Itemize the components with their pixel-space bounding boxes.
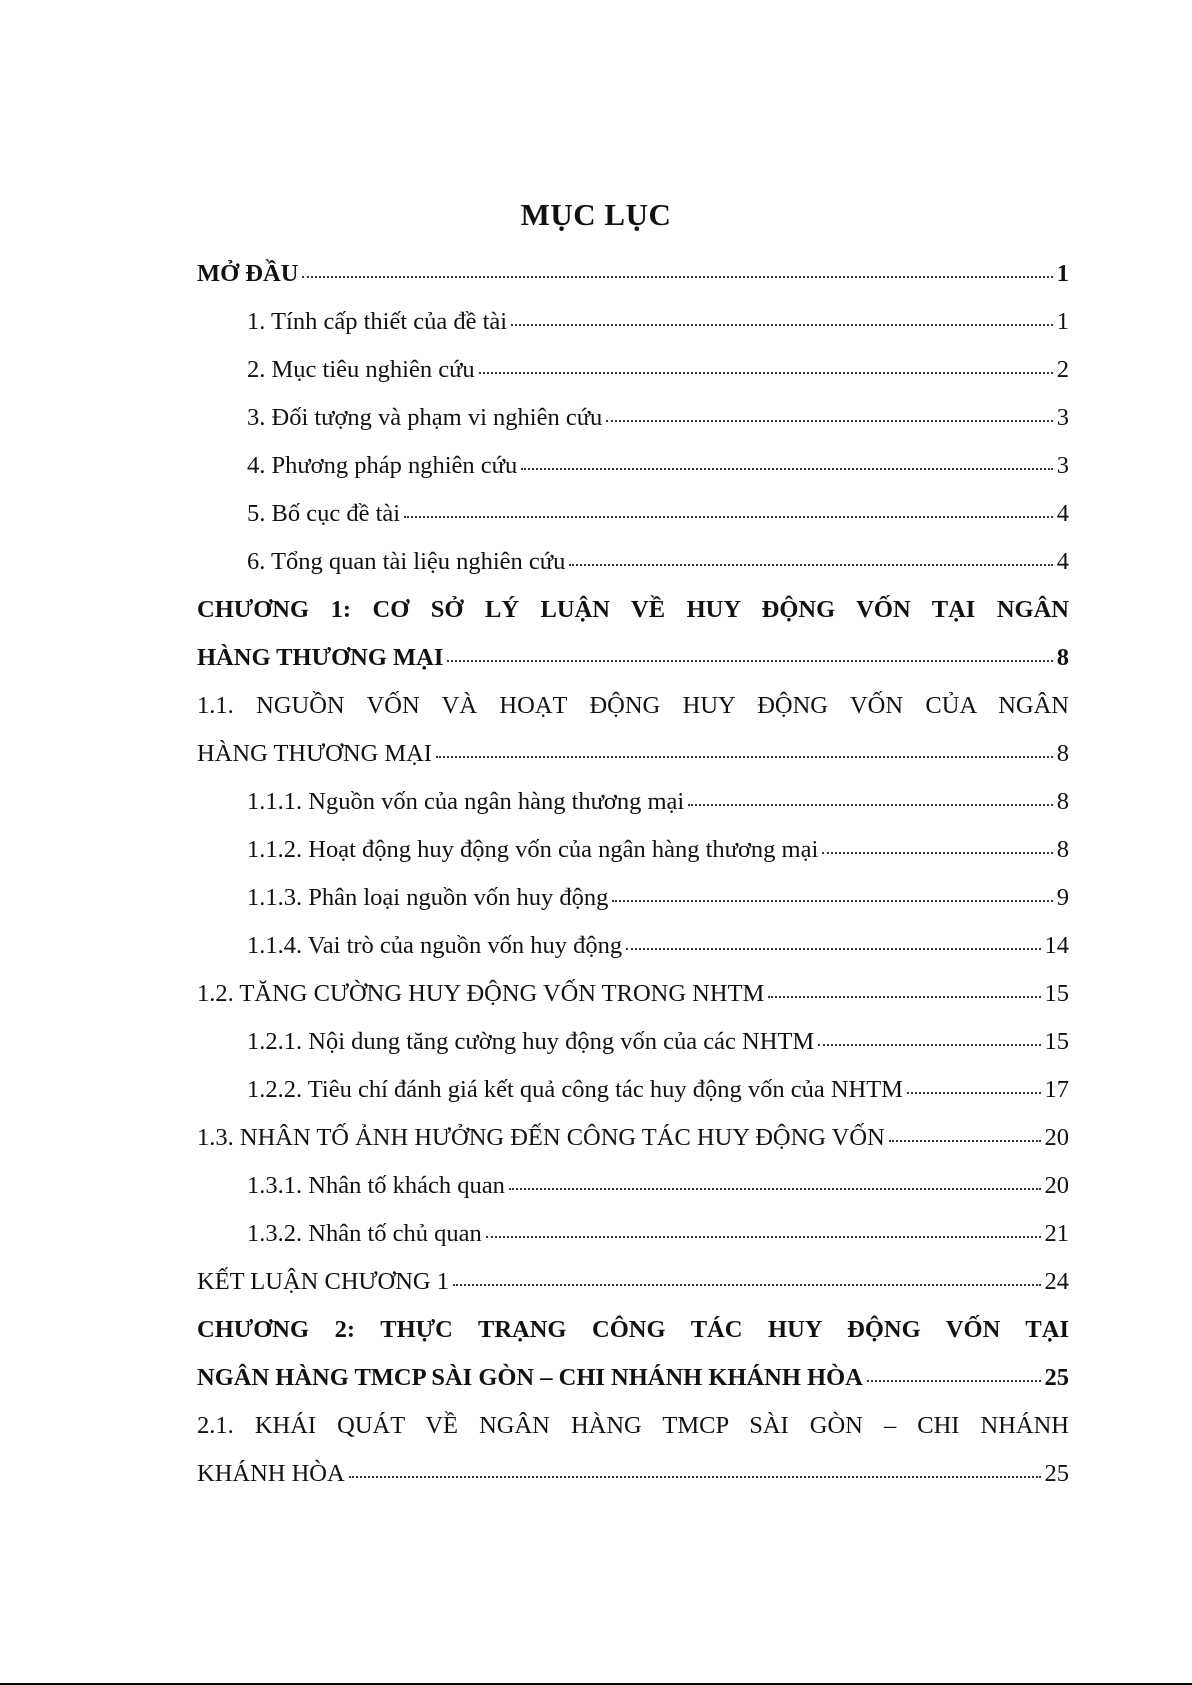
dot-leader (479, 348, 1053, 374)
toc-entry-label: 1.2.1. Nội dung tăng cường huy động vốn của các NHTM (247, 1028, 815, 1055)
toc-entry-label: MỞ ĐẦU (197, 260, 299, 287)
dot-leader (822, 828, 1052, 854)
dot-leader (511, 300, 1053, 326)
toc-entry-row (247, 922, 1069, 970)
toc-entry-row (247, 1066, 1069, 1114)
toc-entry-row (247, 490, 1069, 538)
toc-entry[interactable] (197, 826, 1069, 874)
toc-entry[interactable] (197, 250, 1069, 298)
toc-page-number: 25 (1044, 1364, 1069, 1391)
toc-entry-label: 1.2. TĂNG CƯỜNG HUY ĐỘNG VỐN TRONG NHTM (197, 980, 765, 1007)
toc-page-number: 20 (1044, 1124, 1069, 1151)
page-title: MỤC LỤC (520, 197, 672, 232)
toc-entry-label: 6. Tổng quan tài liệu nghiên cứu (247, 548, 566, 575)
dot-leader (907, 1068, 1041, 1094)
toc-page-number: 25 (1044, 1460, 1069, 1487)
toc-entry-label: 1. Tính cấp thiết của đề tài (247, 308, 508, 335)
toc-entry[interactable] (197, 634, 1069, 682)
toc-entry-label: 1.1.4. Vai trò của nguồn vốn huy động (247, 932, 623, 959)
toc-page-number: 1 (1056, 308, 1069, 335)
dot-leader (349, 1452, 1041, 1478)
toc-entry-row (197, 1450, 1069, 1498)
toc-entry[interactable] (197, 922, 1069, 970)
toc-page-number: 15 (1044, 980, 1069, 1007)
dot-leader (626, 924, 1040, 950)
toc-page-number: 8 (1056, 740, 1069, 767)
dot-leader (818, 1020, 1040, 1046)
toc-entry-row (247, 442, 1069, 490)
toc-page-number: 21 (1044, 1220, 1069, 1247)
toc-entry-heading-line[interactable] (197, 682, 1069, 730)
toc-entry-row (247, 1210, 1069, 1258)
dot-leader (521, 444, 1053, 470)
toc-entry-row (247, 1018, 1069, 1066)
toc-entry-row (197, 1258, 1069, 1306)
toc-entry-row (197, 1354, 1069, 1402)
toc-entry[interactable] (197, 298, 1069, 346)
toc-page-number: 14 (1044, 932, 1069, 959)
dot-leader (447, 636, 1052, 662)
toc-entry-row (197, 634, 1069, 682)
dot-leader (768, 972, 1040, 998)
toc-page-number: 4 (1056, 500, 1069, 527)
dot-leader (688, 780, 1053, 806)
toc-entry[interactable] (197, 1450, 1069, 1498)
toc-entry-title: 1.1. NGUỒN VỐN VÀ HOẠT ĐỘNG HUY ĐỘNG VỐN CỦA NGÂN (197, 692, 1069, 719)
toc-entry-label: 2. Mục tiêu nghiên cứu (247, 356, 475, 383)
toc-entry[interactable] (197, 1162, 1069, 1210)
toc-entry[interactable] (197, 442, 1069, 490)
toc-entry-row (197, 250, 1069, 298)
toc-entry-label: 5. Bố cục đề tài (247, 500, 401, 527)
toc-entry-heading-line[interactable] (197, 586, 1069, 634)
toc-entry-heading-line[interactable] (197, 1306, 1069, 1354)
toc-entry-row (197, 730, 1069, 778)
toc-entry[interactable] (197, 394, 1069, 442)
toc-entry-label: NGÂN HÀNG TMCP SÀI GÒN – CHI NHÁNH KHÁNH HÒA (197, 1364, 863, 1391)
toc-entry[interactable] (197, 346, 1069, 394)
dot-leader (606, 396, 1053, 422)
toc-page-number: 9 (1056, 884, 1069, 911)
toc-entry[interactable] (197, 1210, 1069, 1258)
toc-entry-row (247, 1162, 1069, 1210)
toc-entry[interactable] (197, 970, 1069, 1018)
toc-entry[interactable] (197, 490, 1069, 538)
toc-entry[interactable] (197, 1114, 1069, 1162)
toc-entry[interactable] (197, 730, 1069, 778)
toc-page-number: 8 (1056, 836, 1069, 863)
toc-entry[interactable] (197, 538, 1069, 586)
toc-entry-label: KẾT LUẬN CHƯƠNG 1 (197, 1268, 449, 1295)
toc-entry-label: 4. Phương pháp nghiên cứu (247, 452, 518, 479)
dot-leader (569, 540, 1052, 566)
toc-entry[interactable] (197, 1018, 1069, 1066)
toc-entry-row (247, 874, 1069, 922)
toc-page-number: 4 (1056, 548, 1069, 575)
dot-leader (486, 1212, 1041, 1238)
toc-entry[interactable] (197, 1258, 1069, 1306)
toc-entry-row (247, 778, 1069, 826)
toc-entry-row (247, 826, 1069, 874)
toc-entry-label: 1.2.2. Tiêu chí đánh giá kết quả công tác huy động vốn của NHTM (247, 1076, 903, 1103)
toc-entry-label: 1.3.2. Nhân tố chủ quan (247, 1220, 482, 1247)
toc-entry-label: KHÁNH HÒA (197, 1460, 345, 1487)
toc-entry-label: HÀNG THƯƠNG MẠI (197, 740, 432, 767)
toc-page-number: 1 (1056, 260, 1069, 287)
dot-leader (509, 1164, 1041, 1190)
toc-entry-title: CHƯƠNG 1: CƠ SỞ LÝ LUẬN VỀ HUY ĐỘNG VỐN TẠI NGÂN (197, 596, 1069, 623)
toc-entry[interactable] (197, 1354, 1069, 1402)
toc-entry-label: 3. Đối tượng và phạm vi nghiên cứu (247, 404, 603, 431)
toc-page-number: 8 (1056, 644, 1069, 671)
dot-leader (436, 732, 1053, 758)
toc-entry[interactable] (197, 874, 1069, 922)
dot-leader (612, 876, 1052, 902)
dot-leader (889, 1116, 1041, 1142)
dot-leader (867, 1356, 1041, 1382)
toc-entry-label: 1.3.1. Nhân tố khách quan (247, 1172, 505, 1199)
toc-entry[interactable] (197, 778, 1069, 826)
toc-entry-label: 1.1.2. Hoạt động huy động vốn của ngân hàng thương mại (247, 836, 819, 863)
toc-entry-title: CHƯƠNG 2: THỰC TRẠNG CÔNG TÁC HUY ĐỘNG VỐN TẠI (197, 1316, 1069, 1343)
toc-page-number: 3 (1056, 404, 1069, 431)
toc-entry-row (247, 394, 1069, 442)
toc-entry[interactable] (197, 1066, 1069, 1114)
toc-entry-label: 1.1.3. Phân loại nguồn vốn huy động (247, 884, 609, 911)
dot-leader (453, 1260, 1041, 1286)
toc-entry-row (247, 298, 1069, 346)
toc-entry-heading-line[interactable] (197, 1402, 1069, 1450)
dot-leader (302, 252, 1052, 278)
toc-page-number: 8 (1056, 788, 1069, 815)
table-of-contents (197, 250, 1069, 1498)
toc-page-number: 2 (1056, 356, 1069, 383)
toc-entry-label: 1.1.1. Nguồn vốn của ngân hàng thương mại (247, 788, 685, 815)
toc-page-number: 24 (1044, 1268, 1069, 1295)
toc-entry-label: HÀNG THƯƠNG MẠI (197, 644, 444, 671)
toc-entry-row (197, 970, 1069, 1018)
toc-page-number: 3 (1056, 452, 1069, 479)
toc-page-number: 15 (1044, 1028, 1069, 1055)
dot-leader (404, 492, 1053, 518)
toc-entry-title: 2.1. KHÁI QUÁT VỀ NGÂN HÀNG TMCP SÀI GÒN – CHI NHÁNH (197, 1412, 1069, 1439)
toc-entry-row (247, 538, 1069, 586)
toc-entry-label: 1.3. NHÂN TỐ ẢNH HƯỞNG ĐẾN CÔNG TÁC HUY ĐỘNG VỐN (197, 1124, 885, 1151)
toc-page-number: 17 (1044, 1076, 1069, 1103)
toc-page-number: 20 (1044, 1172, 1069, 1199)
toc-entry-row (247, 346, 1069, 394)
toc-entry-row (197, 1114, 1069, 1162)
